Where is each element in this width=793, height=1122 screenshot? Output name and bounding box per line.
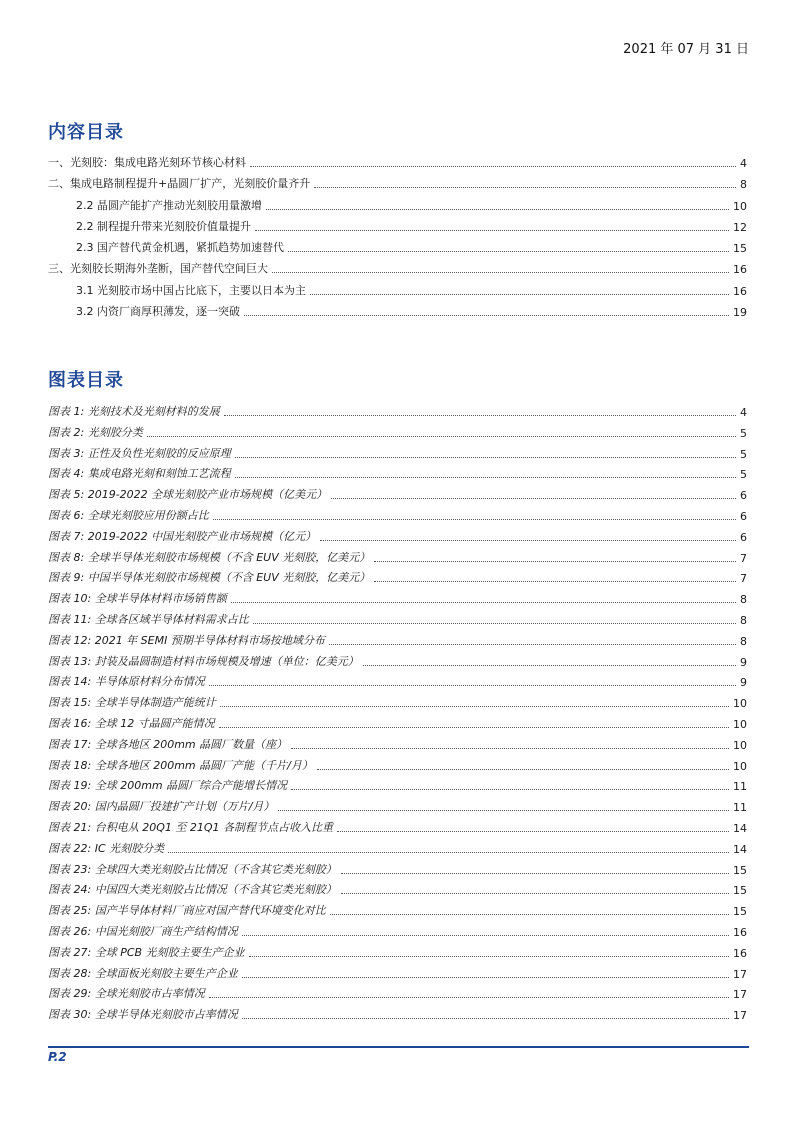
figure-entry-page: 5 [740, 468, 747, 481]
figure-entry[interactable] [48, 630, 747, 648]
dot-leader [235, 456, 736, 458]
dot-leader [242, 1017, 729, 1019]
dot-leader [244, 314, 729, 316]
figure-entry-label: 图表 15: 全球半导体制造产能统计 [48, 696, 216, 709]
figure-entry-page: 6 [740, 510, 747, 523]
toc-entry[interactable] [76, 301, 747, 319]
figure-entry-page: 17 [733, 968, 747, 981]
figure-entry[interactable] [48, 755, 747, 773]
figure-entry[interactable] [48, 547, 747, 565]
figure-entry-page: 17 [733, 988, 747, 1001]
figure-entry-label: 图表 23: 全球四大类光刻胶占比情况（不含其它类光刻胶） [48, 863, 337, 876]
figure-entry[interactable] [48, 651, 747, 669]
figure-entry-page: 10 [733, 739, 747, 752]
dot-leader [314, 186, 736, 188]
figure-entry-label: 图表 24: 中国四大类光刻胶占比情况（不含其它类光刻胶） [48, 883, 337, 896]
figure-entry[interactable] [48, 526, 747, 544]
figure-entry-label: 图表 14: 半导体原材料分布情况 [48, 675, 205, 688]
dot-leader [278, 809, 729, 811]
figure-entry-label: 图表 27: 全球 PCB 光刻胶主要生产企业 [48, 946, 245, 959]
dot-leader [242, 934, 729, 936]
figure-entry-label: 图表 18: 全球各地区 200mm 晶圆厂产能（千片/月） [48, 759, 313, 772]
toc-entry[interactable] [76, 280, 747, 298]
dot-leader [337, 830, 729, 832]
dot-leader [249, 955, 729, 957]
dot-leader [363, 664, 736, 666]
figure-entry-label: 图表 28: 全球面板光刻胶主要生产企业 [48, 967, 238, 980]
toc-entry-label: 3.2 内资厂商厚积薄发，逐一突破 [76, 305, 240, 318]
figure-entry[interactable] [48, 422, 747, 440]
dot-leader [209, 996, 729, 998]
dot-leader [250, 165, 736, 167]
figure-entry-label: 图表 9: 中国半导体光刻胶市场规模（不含 EUV 光刻胶，亿美元） [48, 571, 371, 584]
dot-leader [213, 518, 736, 520]
toc-entry-page: 15 [733, 242, 747, 255]
figure-entry-page: 15 [733, 905, 747, 918]
dot-leader [266, 208, 729, 210]
toc-entry[interactable] [48, 173, 747, 191]
toc-entry[interactable] [76, 195, 747, 213]
figure-entry-label: 图表 19: 全球 200mm 晶圆厂综合产能增长情况 [48, 779, 288, 792]
figure-entry-page: 8 [740, 614, 747, 627]
figure-entry[interactable] [48, 692, 747, 710]
figure-entry-page: 10 [733, 760, 747, 773]
toc-entry[interactable] [76, 237, 747, 255]
figure-entry-label: 图表 20: 国内晶圆厂投建扩产计划（万片/月） [48, 800, 275, 813]
figure-entry[interactable] [48, 775, 747, 793]
toc-entry-label: 2.3 国产替代黄金机遇，紧抓趋势加速替代 [76, 241, 284, 254]
figure-entry[interactable] [48, 463, 747, 481]
figure-entry-page: 16 [733, 947, 747, 960]
dot-leader [331, 497, 736, 499]
figure-entry-label: 图表 26: 中国光刻胶厂商生产结构情况 [48, 925, 238, 938]
dot-leader [374, 580, 736, 582]
figure-entry-label: 图表 13: 封装及晶圆制造材料市场规模及增速（单位：亿美元） [48, 655, 359, 668]
page-number: P.2 [48, 1050, 67, 1064]
figure-entry-page: 17 [733, 1009, 747, 1022]
figure-entry-page: 10 [733, 718, 747, 731]
dot-leader [235, 476, 736, 478]
figure-entry[interactable] [48, 796, 747, 814]
figure-entry-page: 16 [733, 926, 747, 939]
figure-entry-page: 8 [740, 593, 747, 606]
dot-leader [291, 747, 729, 749]
figure-entry-page: 5 [740, 427, 747, 440]
figure-entry-label: 图表 5: 2019-2022 全球光刻胶产业市场规模（亿美元） [48, 488, 328, 501]
figure-entry-label: 图表 16: 全球 12 寸晶圆产能情况 [48, 717, 215, 730]
dot-leader [310, 293, 729, 295]
figure-entry[interactable] [48, 963, 747, 981]
figure-entry[interactable] [48, 713, 747, 731]
figure-entry-label: 图表 12: 2021 年 SEMI 预期半导体材料市场按地域分布 [48, 634, 325, 647]
toc-entry-page: 10 [733, 200, 747, 213]
figure-entry[interactable] [48, 734, 747, 752]
figure-entry-label: 图表 10: 全球半导体材料市场销售额 [48, 592, 227, 605]
toc-entry-label: 2.2 晶圆产能扩产推动光刻胶用量激增 [76, 199, 262, 212]
figure-entry-page: 10 [733, 697, 747, 710]
toc-entry-page: 16 [733, 285, 747, 298]
figure-entry[interactable] [48, 817, 747, 835]
dot-leader [231, 601, 736, 603]
figure-entry[interactable] [48, 401, 747, 419]
dot-leader [224, 414, 736, 416]
figure-entry-page: 7 [740, 552, 747, 565]
dot-leader [253, 622, 736, 624]
toc-entry-page: 16 [733, 263, 747, 276]
dot-leader [219, 726, 729, 728]
figure-entry-page: 5 [740, 448, 747, 461]
toc-entry-label: 一、光刻胶：集成电路光刻环节核心材料 [48, 156, 246, 169]
figure-entry-page: 15 [733, 864, 747, 877]
figure-entry-page: 6 [740, 531, 747, 544]
figure-entry-label: 图表 17: 全球各地区 200mm 晶圆厂数量（座） [48, 738, 288, 751]
toc-entry[interactable] [76, 216, 747, 234]
figure-entry[interactable] [48, 505, 747, 523]
dot-leader [374, 560, 736, 562]
figure-entry[interactable] [48, 1004, 747, 1022]
dot-leader [329, 643, 736, 645]
figure-entry[interactable] [48, 567, 747, 585]
figure-entry-page: 9 [740, 656, 747, 669]
toc-entry-page: 8 [740, 178, 747, 191]
figure-entry[interactable] [48, 921, 747, 939]
toc-entry-label: 二、集成电路制程提升+晶圆厂扩产，光刻胶价量齐升 [48, 177, 311, 190]
figure-entry[interactable] [48, 484, 747, 502]
toc-entry[interactable] [48, 152, 747, 170]
figure-entry[interactable] [48, 859, 747, 877]
figure-entry-label: 图表 1: 光刻技术及光刻材料的发展 [48, 405, 220, 418]
toc-entry-page: 19 [733, 306, 747, 319]
contents-title: 内容目录 [48, 122, 124, 143]
figure-entry-label: 图表 25: 国产半导体材料厂商应对国产替代环境变化对比 [48, 904, 326, 917]
report-date: 2021 年 07 月 31 日 [623, 42, 749, 57]
figure-entry-page: 9 [740, 676, 747, 689]
figure-entry[interactable] [48, 588, 747, 606]
figure-entry-label: 图表 29: 全球光刻胶市占率情况 [48, 987, 205, 1000]
figure-entry[interactable] [48, 879, 747, 897]
dot-leader [291, 788, 729, 790]
dot-leader [330, 913, 729, 915]
toc-entry-label: 三、光刻胶长期海外垄断，国产替代空间巨大 [48, 262, 268, 275]
dot-leader [341, 872, 729, 874]
figure-entry-page: 15 [733, 884, 747, 897]
figure-entry-page: 6 [740, 489, 747, 502]
dot-leader [147, 435, 736, 437]
figure-entry-label: 图表 3: 正性及负性光刻胶的反应原理 [48, 447, 231, 460]
figure-entry[interactable] [48, 609, 747, 627]
figure-entry-label: 图表 4: 集成电路光刻和刻蚀工艺流程 [48, 467, 231, 480]
figure-entry-label: 图表 22: IC 光刻胶分类 [48, 842, 165, 855]
figure-entry-page: 11 [733, 801, 747, 814]
figure-entry[interactable] [48, 838, 747, 856]
toc-entry-page: 12 [733, 221, 747, 234]
figure-entry-page: 14 [733, 843, 747, 856]
toc-entry-label: 3.1 光刻胶市场中国占比底下，主要以日本为主 [76, 284, 306, 297]
figure-entry-label: 图表 11: 全球各区域半导体材料需求占比 [48, 613, 249, 626]
dot-leader [288, 250, 729, 252]
figure-entry-page: 8 [740, 635, 747, 648]
dot-leader [220, 705, 729, 707]
figure-entry-label: 图表 8: 全球半导体光刻胶市场规模（不含 EUV 光刻胶，亿美元） [48, 551, 371, 564]
dot-leader [341, 892, 729, 894]
figures-title: 图表目录 [48, 370, 124, 391]
figure-entry-page: 7 [740, 572, 747, 585]
figure-entry-label: 图表 21: 台积电从 20Q1 至 21Q1 各制程节点占收入比重 [48, 821, 333, 834]
figure-entry[interactable] [48, 671, 747, 689]
toc-entry-page: 4 [740, 157, 747, 170]
dot-leader [317, 768, 729, 770]
figure-entry[interactable] [48, 983, 747, 1001]
figure-entry-label: 图表 30: 全球半导体光刻胶市占率情况 [48, 1008, 238, 1021]
figure-entry[interactable] [48, 900, 747, 918]
figure-entry-label: 图表 7: 2019-2022 中国光刻胶产业市场规模（亿元） [48, 530, 317, 543]
figure-entry-page: 4 [740, 406, 747, 419]
dot-leader [255, 229, 729, 231]
dot-leader [320, 539, 736, 541]
toc-entry-label: 2.2 制程提升带来光刻胶价值量提升 [76, 220, 251, 233]
figure-entry-label: 图表 2: 光刻胶分类 [48, 426, 143, 439]
dot-leader [242, 976, 729, 978]
toc-entry[interactable] [48, 258, 747, 276]
figure-entry[interactable] [48, 443, 747, 461]
figure-entry[interactable] [48, 942, 747, 960]
figure-entry-page: 14 [733, 822, 747, 835]
figure-entry-page: 11 [733, 780, 747, 793]
dot-leader [168, 851, 729, 853]
figure-entry-label: 图表 6: 全球光刻胶应用份额占比 [48, 509, 209, 522]
dot-leader [209, 684, 736, 686]
footer-rule [48, 1046, 749, 1048]
dot-leader [272, 271, 729, 273]
